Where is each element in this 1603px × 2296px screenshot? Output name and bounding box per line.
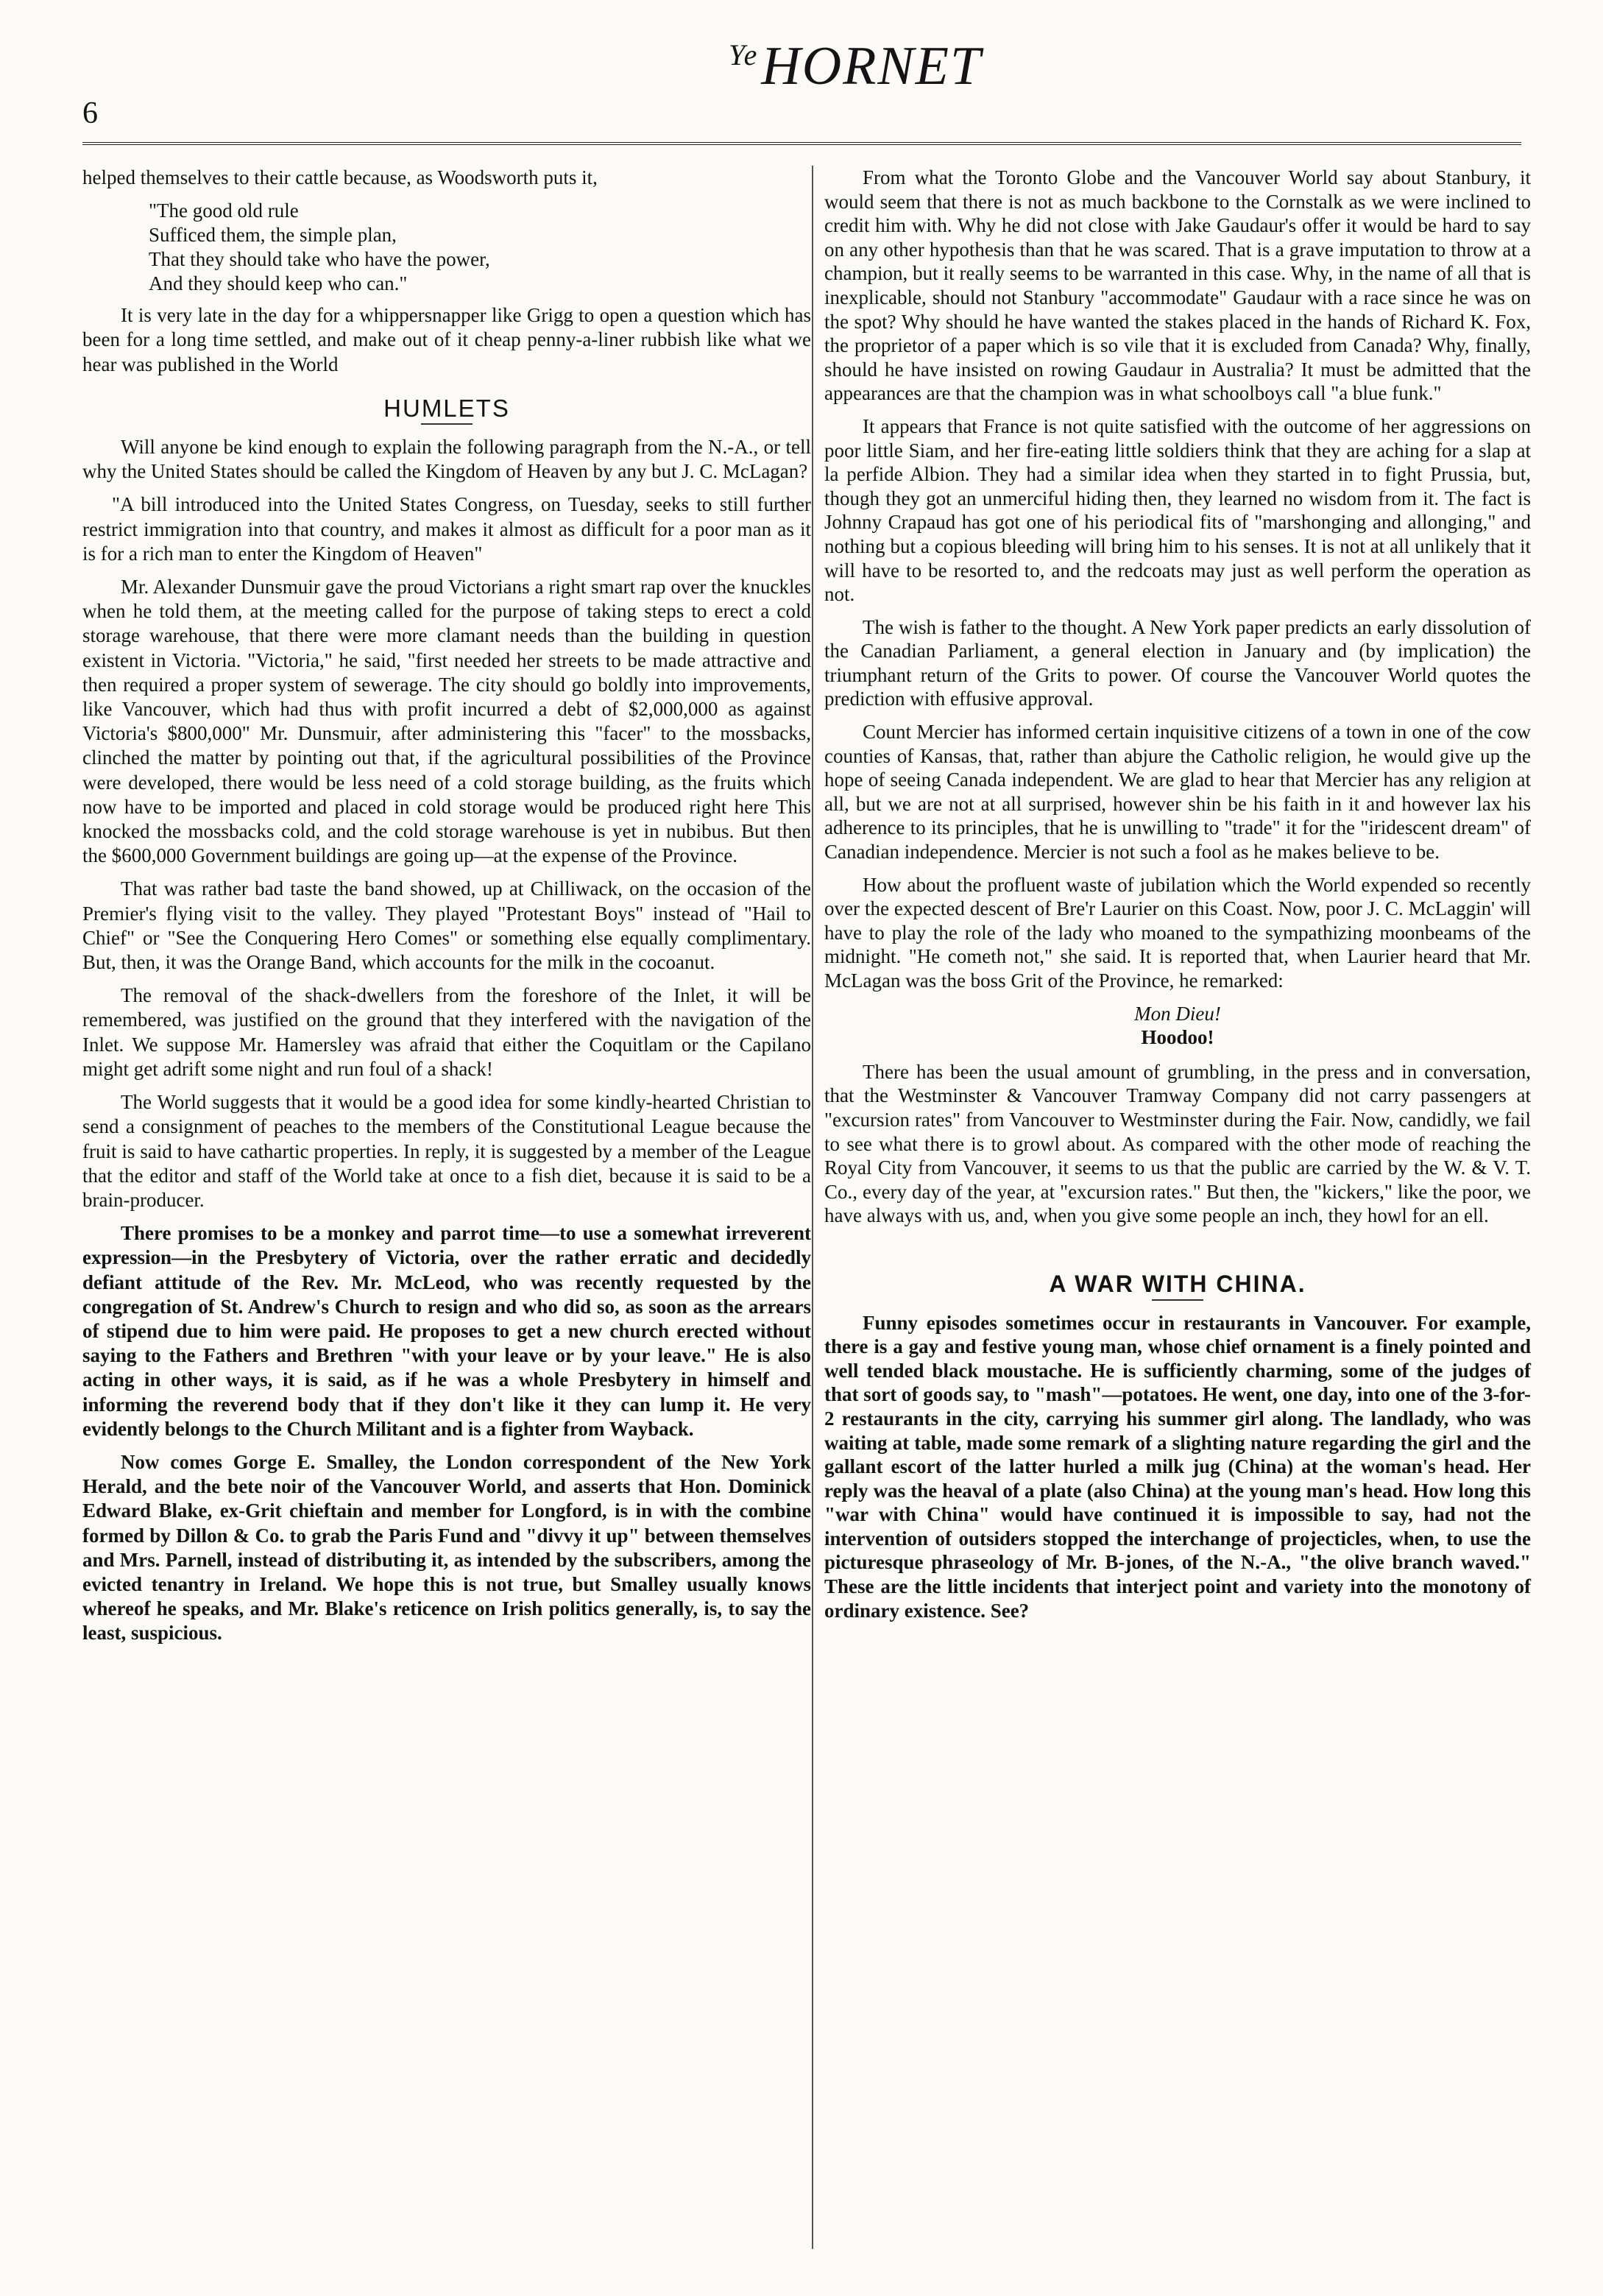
paragraph: The wish is father to the thought. A New York paper predicts an early dissolution of the Canadian Parliament, a general election in January and (by implication) the triumphant return of the Grits to power. Of course the Vancouver World quotes the prediction with effusive approval.	[824, 615, 1531, 710]
column-divider	[812, 166, 813, 2249]
paragraph: The removal of the shack-dwellers from the foreshore of the Inlet, it will be remembered, was justified on the ground that they interfered with the navigation of the Inlet. We suppose Mr. Hamersley was afraid that either the Coquitlam or the Capilano might get adrift some night and run foul of a shack!	[82, 984, 811, 1080]
verse-line: That they should take who have the power,	[149, 248, 490, 271]
verse-line: Sufficed them, the simple plan,	[149, 224, 397, 247]
header-rule	[82, 142, 1521, 145]
exclamation-line: Hoodoo!	[1141, 1026, 1214, 1049]
masthead	[0, 0, 1603, 147]
paragraph: There has been the usual amount of grumbling, in the press and in conversation, that the Westminster & Vancouver Tramway Company did not carry passengers at "excursion rates" from Vancouver to Westminster during the Fair. Now, candidly, we fail to see what there is to growl about. As compared with the other mode of reaching the Royal City from Vancouver, it seems to us that the public are carried by the W. & V. T. Co., every day of the year, at "excursion rates." But then, the "kickers," like the poor, we have always with us, and, when you give some people an inch, they howl for an ell.	[824, 1060, 1531, 1227]
verse-line: "The good old rule	[149, 199, 299, 222]
paragraph: It appears that France is not quite satisfied with the outcome of her aggressions on poor little Siam, and her fire-eating little soldiers think that they are aching for a slap at la perfide Albion. They had a similar idea when they started in to fight Prussia, but, though they got an unmerciful hiding then, they learned no wisdom from it. The fact is Johnny Crapaud has got one of his periodical fits of "marshonging and allonging," and nothing but a copious bleeding will bring him to his senses. It is not at all unlikely that it will have to be resorted to, and the redcoats may just as well perform the operation as not.	[824, 414, 1531, 606]
section-heading-humlets: HUMLETS	[383, 394, 510, 422]
exclamation-line: Mon Dieu!	[1134, 1002, 1221, 1025]
verse-line: And they should keep who can."	[149, 272, 408, 295]
paragraph: Will anyone be kind enough to explain the following paragraph from the N.-A., or tell why the United States should be called the Kingdom of Heaven by any but J. C. McLagan?	[82, 436, 811, 483]
right-column	[824, 166, 1531, 1631]
paragraph: It is very late in the day for a whippersnapper like Grigg to open a question which has been for a long time settled, and make out of it cheap penny-a-liner rubbish like what we hear was published in the World	[82, 304, 811, 375]
paragraph: How about the profluent waste of jubilation which the World expended so recently over the expected descent of Bre'r Laurier on this Coast. Now, poor J. C. McLaggin' will have to play the role of the lady who moaned to the sympathizing moonbeams of the midnight. "He cometh not," she said. It is reported that, when Laurier heard that Mr. McLagan was the boss Grit of the Province, he remarked:	[824, 873, 1531, 992]
masthead-logo	[729, 35, 982, 98]
logo-prefix: Ye	[729, 38, 759, 72]
paragraph: Funny episodes sometimes occur in restaurants in Vancouver. For example, there is a gay and festive young man, whose chief ornament is a finely pointed and well tended black moustache. He is sufficiently charming, some of the judges of that sort of goods say, to "mash"—potatoes. He went, one day, into one of the 3-for-2 restaurants in the city, carrying his summer girl along. The landlady, who was waiting at table, made some remark of a slighting nature regarding the girl and the gallant escort of the latter hurled a milk jug (China) at the woman's head. Her reply was the heaval of a plate (also China) at the young man's head. How long this "war with China" would have continued it is impossible to say, had not the intervention of outsiders stopped the interchange of projecticles, when, to use the picturesque phraseology of Mr. B-jones, of the N.-A., "the olive branch waved." These are the little incidents that interject point and variety into the monotony of ordinary existence. See?	[824, 1311, 1531, 1622]
logo-title: HORNET	[761, 36, 983, 96]
section-heading-war-with-china: A WAR WITH CHINA.	[1049, 1270, 1306, 1297]
paragraph: Now comes Gorge E. Smalley, the London correspondent of the New York Herald, and the bete noir of the Vancouver World, and asserts that Hon. Dominick Edward Blake, ex-Grit chieftain and member for Longford, is in with the combine formed by Dillon & Co. to grab the Paris Fund and "divvy it up" between themselves and Mrs. Parnell, instead of distributing it, as intended by the subscribers, among the evicted tenantry in Ireland. We hope this is not true, but Smalley usually knows whereof he speaks, and Mr. Blake's reticence on Irish politics generally, is, to say the least, suspicious.	[82, 1450, 811, 1645]
paragraph: Count Mercier has informed certain inquisitive citizens of a town in one of the cow counties of Kansas, that, rather than abjure the Catholic religion, he would give up the hope of seeing Canada independent. We are glad to hear that Mercier has any religion at all, but we are not at all surprised, however shin be his faith in it and however lax his adherence to its principles, that he is unwilling to "trade" it for the "iridescent dream" of Canadian independence. Mercier is not such a fool as he makes believe to be.	[824, 721, 1531, 863]
heading-rule	[421, 423, 473, 425]
verse-quote	[149, 199, 811, 296]
paragraph: Mr. Alexander Dunsmuir gave the proud Victorians a right smart rap over the knuckles when he told them, at the meeting called for the purpose of taking steps to erect a cold storage warehouse, that there were more clamant needs than the building in question existent in Victoria. "Victoria," he said, "first needed her streets to be made attractive and then required a proper system of sewerage. The city should go boldly into improvements, like Vancouver, which had thus with profit incurred a debt of $2,000,000 as against Victoria's $800,000" Mr. Dunsmuir, after administering this "facer" to the mossbacks, clinched the matter by pointing out that, if the agricultural possibilities of the Province were developed, there would be less need of a cold storage building, as the fruits which now have to be imported and placed in cold storage would be produced right here This knocked the mossbacks cold, and the cold storage warehouse is yet in nubibus. But then the $600,000 Government buildings are going up—at the expense of the Province.	[82, 576, 811, 867]
paragraph: helped themselves to their cattle because, as Woodsworth puts it,	[82, 166, 598, 188]
heading-rule	[1152, 1299, 1203, 1301]
paragraph: From what the Toronto Globe and the Vancouver World say about Stanbury, it would seem that there is not as much backbone to the Cornstalk as we were inclined to credit him with. Why he did not close with Jake Gaudaur's offer it would be hard to say on any other hypothesis than that he was scared. That is a grave imputation to throw at a champion, but it really seems to be warranted in this case. Why, in the name of all that is inexplicable, should not Stanbury "accommodate" Gaudaur with a race since he was on the spot? Why should he have wanted the stakes placed in the hands of Richard K. Fox, the proprietor of a paper which is so vile that it is excluded from Canada? Why, finally, should he have insisted on rowing Gaudaur in Australia? It must be admitted that the appearances are that the champion was in what schoolboys call "a blue funk."	[824, 166, 1531, 405]
page-number: 6	[82, 96, 98, 130]
quoted-paragraph: "A bill introduced into the United States Congress, on Tuesday, seeks to still further restrict immigration into that country, and makes it almost as difficult for a poor man as it is for a rich man to enter the Kingdom of Heaven"	[82, 493, 811, 565]
paragraph: The World suggests that it would be a good idea for some kindly-hearted Christian to send a consignment of peaches to the members of the Constitutional League because the fruit is said to have cathartic properties. In reply, it is suggested by a member of the League that the editor and staff of the World take at once to a fish diet, because it is said to be a brain-producer.	[82, 1091, 811, 1211]
paragraph: There promises to be a monkey and parrot time—to use a somewhat irreverent expression—in the Presbytery of Victoria, over the rather erratic and decidedly defiant attitude of the Rev. Mr. McLeod, who was recently requested by the congregation of St. Andrew's Church to resign and who did so, as soon as the arrears of stipend due to him were paid. He proposes to get a new church erected without saying to the Fathers and Brethren "with your leave or by your leave." He is also acting in other ways, it is said, as if he was a whole Presbytery in himself and informing the reverend body that if they don't like it they can lump it. He very evidently belongs to the Church Militant and is a fighter from Wayback.	[82, 1222, 811, 1440]
left-column	[82, 166, 811, 1655]
paragraph: That was rather bad taste the band showed, up at Chilliwack, on the occasion of the Premier's flying visit to the valley. They played "Protestant Boys" instead of "Hail to Chief" or "See the Conquering Hero Comes" or something else equally complimentary. But, then, it was the Orange Band, which accounts for the milk in the cocoanut.	[82, 877, 811, 974]
